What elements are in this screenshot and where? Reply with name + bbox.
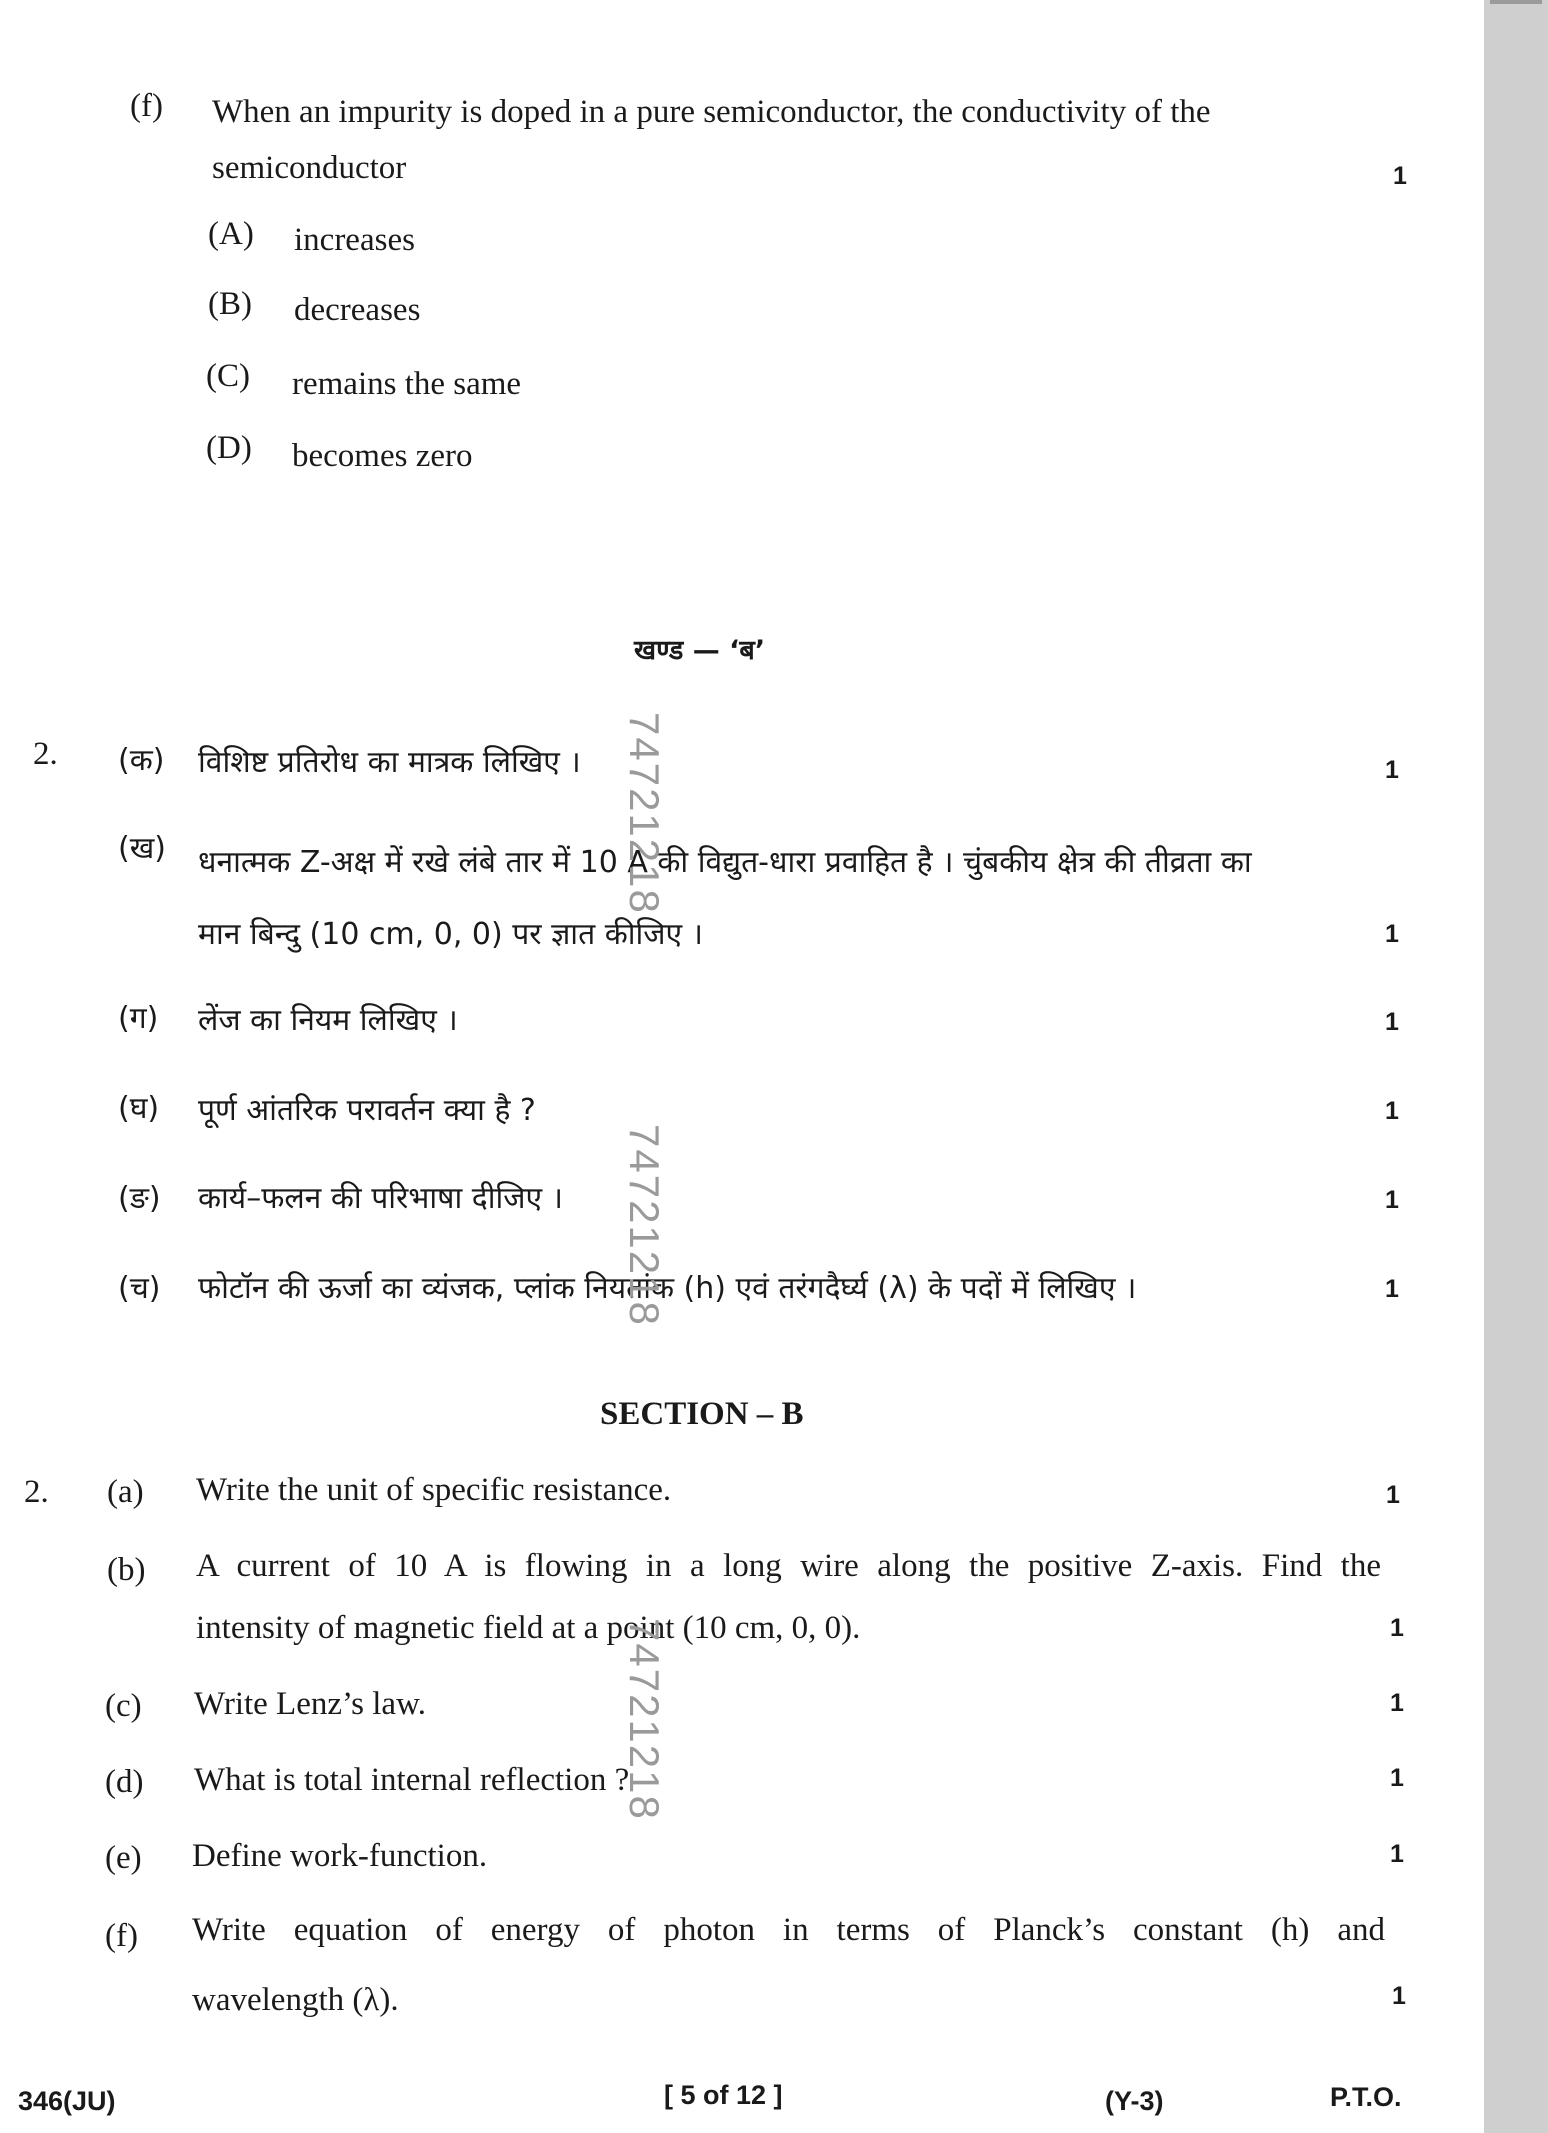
- hindi-question-number: 2.: [33, 736, 58, 772]
- footer-pto: P.T.O.: [1330, 2082, 1402, 2112]
- english-item-f-marks: 1: [1392, 1982, 1406, 2010]
- english-item-d-text: What is total internal reflection ?: [194, 1762, 630, 1798]
- footer-paper-code: 346(JU): [18, 2086, 116, 2116]
- q1f-marks: 1: [1393, 162, 1407, 190]
- english-question-number: 2.: [24, 1474, 49, 1510]
- hindi-item-kha-text: धनात्मक Z-अक्ष में रखे लंबे तार में 10 A की विद्युत-धारा प्रवाहित है । चुंबकीय क्षेत्र की तीव्रता का: [198, 845, 1252, 880]
- q1f-option-a-text: increases: [294, 222, 415, 258]
- english-item-d-marks: 1: [1390, 1764, 1404, 1792]
- english-item-b-label: (b): [107, 1552, 146, 1588]
- english-item-e-marks: 1: [1390, 1840, 1404, 1868]
- q1f-option-b-label: (B): [208, 286, 252, 322]
- q1f-text-line2: semiconductor: [212, 150, 407, 186]
- english-item-b-text2: intensity of magnetic field at a point (10 cm, 0, 0).: [196, 1610, 861, 1646]
- hindi-item-ga-label: (ग): [118, 1001, 159, 1036]
- page-edge-mark: [1490, 0, 1542, 4]
- english-item-a-text: Write the unit of specific resistance.: [196, 1472, 672, 1508]
- hindi-item-ka-marks: 1: [1385, 756, 1399, 784]
- q1f-option-c-label: (C): [206, 358, 250, 394]
- english-item-c-marks: 1: [1390, 1689, 1404, 1717]
- hindi-item-ka-text: विशिष्ट प्रतिरोध का मात्रक लिखिए ।: [198, 745, 581, 780]
- q1f-option-c-text: remains the same: [292, 366, 522, 402]
- q1f-option-b-text: decreases: [294, 292, 421, 328]
- hindi-item-cha-text: फोटॉन की ऊर्जा का व्यंजक, प्लांक नियतांक (h) एवं तरंगदैर्घ्य (λ) के पदों में लिखिए ।: [198, 1271, 1137, 1306]
- hindi-item-ga-marks: 1: [1385, 1008, 1399, 1036]
- q1f-option-d-label: (D): [206, 430, 252, 466]
- english-item-c-label: (c): [105, 1688, 142, 1724]
- footer-page-number: [ 5 of 12 ]: [664, 2080, 783, 2110]
- hindi-item-gha-marks: 1: [1385, 1097, 1399, 1125]
- footer-set-code: (Y-3): [1105, 2086, 1164, 2116]
- watermark-roll-number-1: 74721218: [621, 712, 668, 915]
- english-item-f-text2: wavelength (λ).: [192, 1982, 399, 2018]
- english-item-e-text: Define work-function.: [192, 1838, 488, 1874]
- page-edge-shadow: [1484, 0, 1548, 2133]
- english-item-f-text: Write equation of energy of photon in terms of Planck’s constant (h) and: [192, 1912, 1385, 1948]
- q1f-text-line1: When an impurity is doped in a pure semiconductor, the conductivity of the: [212, 94, 1211, 130]
- hindi-item-ka-label: (क): [118, 743, 165, 778]
- hindi-item-nga-label: (ङ): [118, 1181, 161, 1216]
- q1f-number: (f): [130, 88, 163, 124]
- q1f-option-d-text: becomes zero: [292, 438, 473, 474]
- english-item-a-label: (a): [107, 1474, 144, 1510]
- hindi-section-heading: खण्ड — ‘ब’: [634, 635, 766, 666]
- hindi-item-ga-text: लेंज का नियम लिखिए ।: [198, 1003, 458, 1038]
- english-item-d-label: (d): [105, 1764, 144, 1800]
- hindi-item-nga-marks: 1: [1385, 1186, 1399, 1214]
- hindi-item-kha-marks: 1: [1385, 920, 1399, 948]
- english-item-b-text: A current of 10 A is flowing in a long wire along the positive Z-axis. Find the: [196, 1548, 1381, 1584]
- english-item-c-text: Write Lenz’s law.: [194, 1686, 427, 1722]
- hindi-item-cha-label: (च): [118, 1271, 161, 1306]
- watermark-roll-number-2: 74721218: [621, 1124, 668, 1327]
- hindi-item-gha-text: पूर्ण आंतरिक परावर्तन क्या है ?: [198, 1093, 536, 1128]
- english-item-b-marks: 1: [1390, 1614, 1404, 1642]
- watermark-roll-number-3: 74721218: [621, 1618, 668, 1821]
- hindi-item-cha-marks: 1: [1385, 1275, 1399, 1303]
- hindi-item-gha-label: (घ): [118, 1091, 160, 1126]
- english-item-f-label: (f): [105, 1918, 138, 1954]
- hindi-item-nga-text: कार्य–फलन की परिभाषा दीजिए ।: [198, 1181, 564, 1216]
- hindi-item-kha-label: (ख): [118, 831, 166, 866]
- hindi-item-kha-text2: मान बिन्दु (10 cm, 0, 0) पर ज्ञात कीजिए ।: [198, 917, 704, 952]
- english-section-heading: SECTION – B: [600, 1396, 804, 1432]
- q1f-option-a-label: (A): [208, 216, 254, 252]
- english-item-e-label: (e): [105, 1840, 142, 1876]
- english-item-a-marks: 1: [1386, 1481, 1400, 1509]
